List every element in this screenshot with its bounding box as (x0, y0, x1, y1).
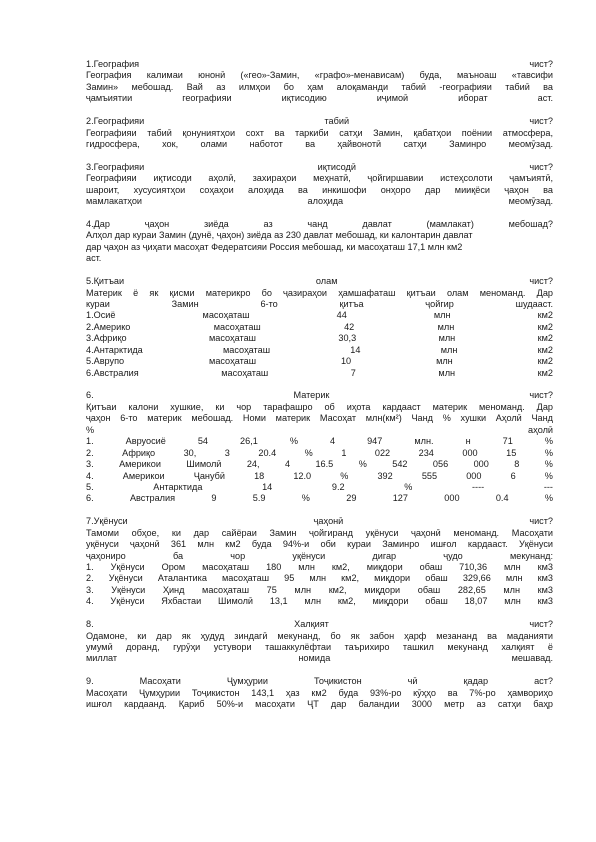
table-cell: 4 (330, 436, 336, 447)
table-cell: км2 (537, 367, 553, 378)
answer-line: 1. Уқёнуси Ором масоҳаташ 180 млн км2, миқдори обаш 710,36 млн км3 (86, 561, 553, 572)
question-heading: 5.Қитъаи олам чист? (86, 276, 553, 287)
table-cell: млн (438, 333, 456, 344)
table-row (86, 368, 553, 379)
question-heading: 2.Географияи табиӣ чист? (86, 116, 553, 127)
answer-line: 4. Уқёнуси Яхбастаи Шимолӣ 13,1 млн км2, миқдори обаш 18,07 млн км3 (86, 596, 553, 607)
table-cell: масоҳаташ (213, 321, 261, 332)
table-row (86, 322, 553, 333)
answer-line: дар ҷаҳон аз ҷиҳати масоҳат Федератсияи Россия мебошад, ки масоҳаташ 17,1 млн км2 (86, 241, 463, 252)
table-cell: км2 (537, 321, 553, 332)
table-cell: 18 (254, 470, 265, 481)
table-row (86, 310, 553, 321)
table-cell: 4.Антарктида (86, 344, 143, 355)
answer-line: Замин» мебошад. Вай аз илмҳои бо ҳам алоқаманди табиӣ -географияи табиӣ ва (86, 81, 553, 92)
table-cell: % (404, 481, 413, 492)
table-cell: % (301, 493, 310, 504)
table-cell: 30, (183, 447, 197, 458)
table-cell: 2.Америко (86, 321, 131, 332)
table-cell: % (544, 493, 553, 504)
table-cell: 42 (344, 321, 355, 332)
answer-line: 2. Уқёнуси Аталантика масоҳаташ 95 млн км2, миқдори обаш 329,66 млн км3 (86, 573, 553, 584)
table-cell: 26,1 (240, 436, 258, 447)
table-cell: млн (440, 344, 458, 355)
table-cell: 000 (473, 459, 489, 470)
answer-line: Материк ё як қисми материкро бо ҷазираҳои ҳамшафаташ қитъаи олам меноманд. Дар (86, 287, 553, 298)
table-cell: млн (436, 356, 453, 367)
table-cell: 947 (367, 436, 383, 447)
table-cell: 6.Австралия (86, 367, 139, 378)
section-nationality (86, 619, 553, 665)
answer-line: кураи Замин 6-то қитъа ҷойгир шудааст. (86, 299, 553, 309)
answer-line: Масоҳати Ҷумҳурии Тоҷикистон 143,1 ҳаз км2 буда 93%-ро кӯҳҳо ва 7%-ро ҳамвориҳо (86, 687, 553, 698)
table-cell: масоҳаташ (208, 333, 256, 344)
table-cell: 20.4 (258, 447, 277, 458)
table-cell: 3.Африқо (86, 333, 127, 344)
answer-line: Қитъаи калони хушкие, ки чор тарафашро об иҳота кардааст материк меноманд. Дар (86, 401, 553, 412)
table-cell: % (544, 447, 553, 458)
table-cell: 5.Аврупо (86, 356, 125, 367)
table-cell: 022 (374, 447, 391, 458)
table-cell: 1 (341, 447, 347, 458)
table-cell: % (544, 436, 553, 447)
table-row (86, 345, 553, 356)
table-row (86, 436, 553, 447)
answer-line: Алҳол дар кураи Замин (дунё, ҷаҳон) зиёда аз 230 давлат мебошад, ки калонтарин давлат (86, 230, 473, 241)
answer-line: Географияи табиӣ қонуниятҳои сохт ва таркиби сатҳи Замин, қабатҳои поёнии атмосфера, (86, 127, 553, 138)
section-parts-of-world (86, 276, 553, 379)
table-cell: 12.0 (293, 470, 312, 481)
answer-line: ҷамъиятии географияи иқтисодию иҷимоӣ иборат аст. (86, 93, 553, 104)
table-cell: 14 (262, 481, 273, 492)
table-row (86, 493, 553, 504)
table-row (86, 448, 553, 459)
table-cell: км2 (537, 333, 553, 344)
table-cell: Австралия (129, 493, 176, 504)
section-physical-geography (86, 116, 553, 150)
answer-line: ишғол кардаанд. Қариб 50%-и масоҳати ҶТ дар баландии 3000 метр аз сатҳи баҳр (86, 699, 553, 710)
section-economic-geography (86, 162, 553, 208)
section-continents (86, 390, 553, 504)
section-world-ocean (86, 516, 553, 608)
table-row (86, 459, 553, 470)
table-row (86, 482, 553, 493)
table-cell: 15 (506, 447, 517, 458)
table-cell: 7 (350, 367, 356, 378)
table-cell: Африқо (122, 447, 156, 458)
table-cell: 54 (197, 436, 209, 447)
table-cell: млн (438, 367, 456, 378)
table-cell: 127 (392, 493, 408, 504)
table-cell: % (289, 436, 298, 447)
answer-line: ҷаҳониро ба чор уқёнуси дигар ҷудо мекунанд: (86, 550, 553, 561)
table-cell: н (465, 436, 471, 447)
table-cell: млн. (414, 436, 434, 447)
table-cell: 71 (502, 436, 513, 447)
table-cell: Шимолӣ (186, 459, 222, 470)
table-cell: 16.5 (315, 459, 334, 470)
document-body (86, 59, 553, 722)
answer-line: миллат номида мешавад. (86, 653, 553, 664)
question-heading: 1.География чист? (86, 59, 553, 69)
table-cell: 000 (444, 493, 460, 504)
question-heading: 9. Масоҳати Ҷумҳурии Тоҷикистон чӣ қадар аст? (86, 676, 553, 687)
table-cell: 392 (377, 470, 393, 481)
table-cell: 000 (466, 470, 482, 481)
table-cell: км2 (537, 310, 553, 321)
answer-line: аст. (86, 253, 102, 264)
table-cell: 234 (418, 447, 434, 458)
section-countries-count (86, 219, 553, 265)
answer-line: мамлакатҳои алоҳида меомӯзад. (86, 196, 553, 207)
table-cell: 4. (86, 470, 94, 481)
table-cell: 10 (340, 356, 352, 367)
answer-line: умумӣ доранд, гурӯҳи устувори ташаккулёфтаи таърихиро ташкил мекунанд халқият ё (86, 641, 553, 652)
table-cell: 4 (284, 459, 291, 470)
answer-line: ҷаҳон 6-то материк мебошад. Номи материк Масоҳат млн(км²) Чанд % хушки Аҳолӣ Чанд (86, 413, 553, 424)
answer-line: Тамоми обҳое, ки дар сайёраи Замин ҷойгиранд уқёнуси ҷаҳонӣ меноманд. Масоҳати (86, 527, 553, 538)
table-cell: 3 (224, 447, 230, 458)
answer-line: гидросфера, хок, олами наботот ва ҳайвонотӣ сатҳи Заминро меомӯзад. (86, 139, 553, 150)
table-cell: 6. (86, 493, 94, 504)
table-cell: % (358, 459, 367, 470)
answer-line: Одамоне, ки дар як ҳудуд зиндагӣ мекунанд, бо як забон ҳарф мезананд ва маданияти (86, 630, 553, 641)
table-cell: Ҷанубӣ (193, 470, 225, 481)
table-cell: 3. (86, 459, 94, 470)
table-cell: 542 (392, 459, 408, 470)
answer-line: уқёнуси ҷаҳонӣ 361 млн км2 буда 94%-и оби кураи Заминро ишғол кардааст. Уқёнуси (86, 539, 553, 550)
table-cell: 5.9 (252, 493, 266, 504)
answer-line: География калимаи юнонӣ («гео»-Замин, «графо»-менависам) буда, маъноаш «тавсифи (86, 70, 553, 81)
answer-line: шароит, хусусиятҳои соҳаҳои алоҳида ва инкишофи онҳоро дар мииқёси ҷаҳон ва (86, 184, 553, 195)
table-cell: % (340, 470, 349, 481)
table-cell: млн (433, 310, 451, 321)
table-cell: 056 (432, 459, 449, 470)
table-row (86, 356, 553, 367)
question-heading: 8. Халқият чист? (86, 619, 553, 630)
table-cell: масоҳаташ (209, 356, 257, 367)
table-cell: 30,3 (338, 333, 357, 344)
table-cell: масоҳаташ (223, 344, 271, 355)
section-tajikistan-area (86, 676, 553, 710)
table-cell: 0.4 (495, 493, 509, 504)
table-cell: масоҳаташ (221, 367, 269, 378)
table-cell: 555 (421, 470, 438, 481)
table-cell: --- (543, 481, 553, 492)
question-heading: 7.Уқёнуси ҷаҳонӣ чист? (86, 516, 553, 527)
table-cell: 6 (510, 470, 516, 481)
table-cell: % (544, 470, 553, 481)
table-cell: 29 (346, 493, 357, 504)
table-cell: масоҳаташ (202, 310, 250, 321)
table-cell: 000 (462, 447, 478, 458)
table-cell: 1. (86, 436, 94, 447)
table-cell: Антарктида (153, 481, 203, 492)
question-heading: 4.Дар ҷаҳон зиёда аз чанд давлат (мамлакат) мебошад? (86, 218, 553, 229)
table-row (86, 333, 553, 344)
table-cell: Америкои (119, 459, 161, 470)
table-cell: 2. (86, 447, 94, 458)
table-cell: Авруосиё (125, 436, 166, 447)
table-cell: 14 (350, 344, 361, 355)
table-cell: 24, (246, 459, 260, 470)
table-cell: км2 (537, 344, 553, 355)
table-cell: 1.Осиё (86, 310, 116, 321)
section-geography (86, 59, 553, 105)
table-cell: % (544, 459, 553, 470)
table-cell: ---- (472, 481, 485, 492)
table-cell: 9 (211, 493, 217, 504)
answer-line: 3. Уқёнуси Ҳинд масоҳаташ 75 млн км2, миқдори обаш 282,65 млн км3 (86, 584, 553, 595)
question-heading: 3.Географияи иқтисодӣ чист? (86, 161, 553, 172)
table-row (86, 471, 553, 482)
table-cell: 44 (336, 310, 347, 321)
answer-line: % аҳолӣ (86, 424, 553, 435)
table-cell: 8 (514, 459, 520, 470)
question-heading: 6. Материк чист? (86, 390, 553, 401)
table-cell: млн (437, 321, 455, 332)
table-cell: 9.2 (331, 481, 345, 492)
table-cell: Америкои (122, 470, 165, 481)
answer-line: Географияи иқтисоди аҳолӣ, захираҳои меҳнатӣ, ҷойгиршавии истеҳсолоти ҷамъиятӣ, (86, 173, 553, 184)
table-cell: 5. (86, 481, 94, 492)
table-cell: % (304, 447, 313, 458)
table-cell: км2 (537, 356, 553, 367)
